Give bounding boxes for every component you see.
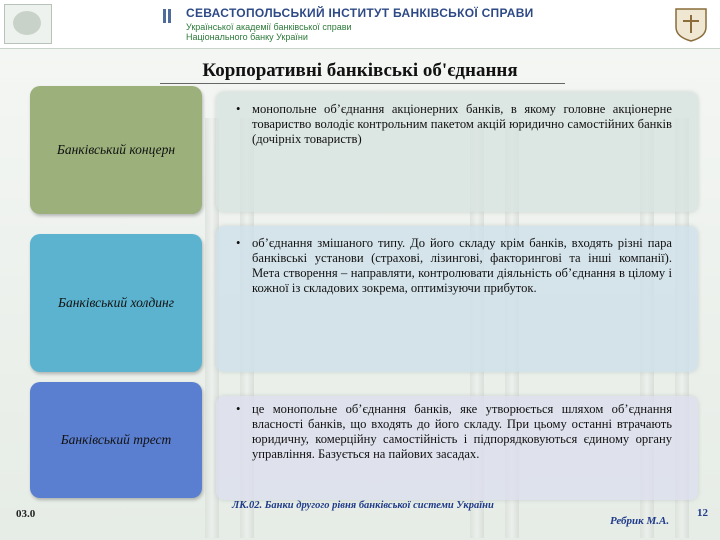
- academy-emblem-icon: [668, 3, 714, 43]
- description-trust: • це монопольне об’єднання банків, яке утворюється шляхом об’єднання власності банків, що входять до його складу. При цьому останні втрачають юридичну, комерційну самостійність і підпорядковуються єдиному органу управління. Базується на пайових засадах.: [234, 402, 672, 462]
- description-box-holding: [216, 226, 698, 372]
- description-holding: • об’єднання змішаного типу. До його складу крім банків, входять різні пара банківські установи (страхові, лізингові, факторингові та інші компанії). Мета створення – направляти, контролювати діяльність об’єднання в цілому і кожної із складових зокрема, оптимізуючи прибуток.: [234, 236, 672, 296]
- title-underline: [160, 83, 565, 84]
- description-concern: • монопольне об’єднання акціонерних банків, в якому головне акціонерне товариство володіє контрольним пакетом акцій юридично самостійних банків (дочірніх товариств): [234, 102, 672, 147]
- label-concern: Банківський концерн: [56, 142, 176, 157]
- footer-author: Ребрик М.А.: [610, 515, 670, 527]
- label-box-trust: [30, 382, 202, 498]
- page-number: 12: [697, 507, 708, 519]
- institute-mark-icon: [163, 9, 177, 23]
- label-box-concern: [30, 86, 202, 214]
- label-holding: Банківський холдинг: [58, 295, 174, 310]
- footer-date: 03.0: [16, 508, 36, 520]
- description-box-trust: [216, 396, 698, 500]
- description-box-concern: [216, 92, 698, 212]
- footer-lecture-title: ЛК.02. Банки другого рівня банківської системи України: [232, 500, 494, 511]
- page-title: Корпоративні банківські об'єднання: [202, 60, 518, 81]
- label-box-holding: [30, 234, 202, 372]
- institute-title: СЕВАСТОПОЛЬСЬКИЙ ІНСТИТУТ БАНКІВСЬКОЇ СПРАВИ: [186, 6, 534, 20]
- label-trust: Банківський трест: [60, 432, 172, 447]
- institute-building-logo: [4, 4, 52, 44]
- list-item: [30, 86, 698, 214]
- list-item: [30, 382, 698, 498]
- list-item: [30, 234, 698, 372]
- institute-subtitle-line: Національного банку України: [186, 32, 308, 42]
- slide-header: [0, 0, 720, 49]
- institute-subtitle-line: Української академії банківської справи: [186, 22, 352, 32]
